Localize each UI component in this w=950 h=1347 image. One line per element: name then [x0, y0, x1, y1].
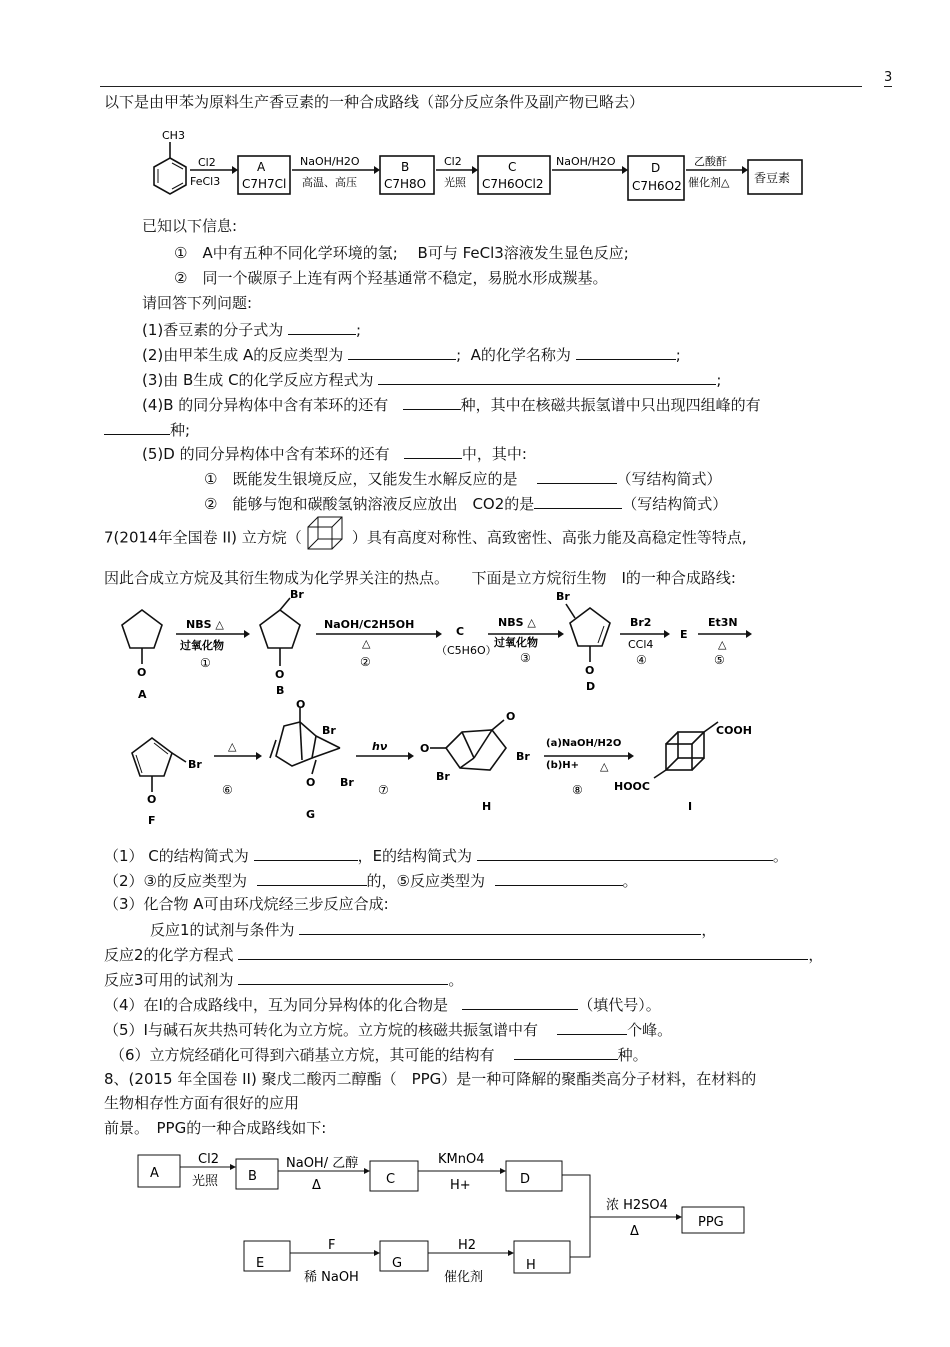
- compound-H: [420, 710, 530, 813]
- svg-text:②: ②: [360, 655, 371, 669]
- svg-text:乙酸酐: 乙酸酐: [694, 155, 727, 168]
- svg-text:PPG: PPG: [698, 1215, 724, 1230]
- svg-text:O: O: [147, 793, 157, 806]
- svg-text:NBS △: NBS △: [498, 616, 536, 629]
- svg-text:HOOC: HOOC: [614, 780, 650, 793]
- box-B: [236, 1159, 278, 1189]
- svg-text:⑤: ⑤: [714, 653, 725, 667]
- info-1: ① A中有五种不同化学环境的氢; B可与 FeCl3溶液发生显色反应;: [174, 244, 629, 262]
- problem-8-intro-3: 前景。 PPG的一种合成路线如下:: [104, 1119, 327, 1137]
- svg-text:G: G: [306, 808, 316, 821]
- methyl-label: CH3: [162, 129, 185, 142]
- svg-text:D: D: [586, 680, 596, 693]
- svg-text:Δ: Δ: [630, 1224, 639, 1239]
- p7-question-3a: 反应1的试剂与条件为 ，: [150, 921, 717, 939]
- svg-text:催化剂: 催化剂: [444, 1270, 484, 1285]
- intro-text: 以下是由甲苯为原料生产香豆素的一种合成路线（部分反应条件及副产物已略去）: [104, 93, 645, 111]
- question-4-cont: 种;: [104, 419, 190, 440]
- svg-text:NaOH/ 乙醇: NaOH/ 乙醇: [286, 1156, 359, 1171]
- svg-text:A: A: [150, 1166, 159, 1181]
- svg-text:⑦: ⑦: [378, 783, 389, 797]
- svg-text:F: F: [148, 814, 156, 827]
- svg-text:H+: H+: [450, 1178, 471, 1193]
- svg-text:F: F: [328, 1238, 336, 1253]
- svg-text:O: O: [296, 698, 306, 711]
- svg-text:NBS △: NBS △: [186, 618, 224, 631]
- ask-text: 请回答下列问题:: [142, 294, 253, 312]
- svg-text:A: A: [257, 160, 266, 174]
- svg-text:过氧化物: 过氧化物: [494, 636, 538, 649]
- svg-text:H: H: [526, 1258, 536, 1273]
- box-H: [514, 1241, 570, 1273]
- p7-question-3b: 反应2的化学方程式 ，: [104, 946, 824, 964]
- svg-text:C7H6O2: C7H6O2: [632, 179, 682, 193]
- svg-text:Cl2: Cl2: [198, 156, 216, 169]
- svg-text:G: G: [392, 1256, 403, 1271]
- question-2: (2)由甲苯生成 A的反应类型为 ; A的化学名称为 ;: [142, 346, 681, 364]
- svg-text:催化剂△: 催化剂△: [688, 176, 730, 189]
- coumarin-route-scheme: [0, 120, 950, 200]
- compound-I: [614, 722, 752, 813]
- svg-text:高温、高压: 高温、高压: [302, 176, 357, 189]
- svg-text:D: D: [520, 1172, 531, 1187]
- problem-8-intro-2: 生物相存性方面有很好的应用: [104, 1094, 300, 1112]
- svg-text:E: E: [256, 1256, 265, 1271]
- svg-text:①: ①: [200, 656, 211, 670]
- svg-text:光照: 光照: [192, 1174, 219, 1189]
- svg-text:C: C: [386, 1172, 396, 1187]
- svg-text:COOH: COOH: [716, 724, 752, 737]
- svg-text:FeCl3: FeCl3: [190, 175, 221, 188]
- question-5-2: ② 能够与饱和碳酸氢钠溶液反应放出 CO2的是 （写结构简式）: [204, 495, 728, 513]
- svg-text:Et3N: Et3N: [708, 616, 738, 629]
- svg-text:Br: Br: [290, 588, 304, 601]
- p7-question-1: （1） C的结构简式为 ，E的结构简式为 。: [104, 847, 788, 865]
- svg-text:Br: Br: [340, 776, 354, 789]
- svg-text:KMnO4: KMnO4: [438, 1152, 485, 1167]
- svg-text:B: B: [248, 1169, 257, 1184]
- svg-text:C7H7Cl: C7H7Cl: [242, 177, 287, 191]
- question-5: (5)D 的同分异构体中含有苯环的还有 中，其中:: [142, 445, 527, 463]
- p7-question-5: （5）Ⅰ与碱石灰共热可转化为立方烷。立方烷的核磁共振氢谱中有 个峰。: [104, 1021, 673, 1039]
- svg-text:O: O: [585, 664, 595, 677]
- svg-text:Δ: Δ: [312, 1178, 321, 1193]
- question-4: (4)B 的同分异构体中含有苯环的还有 种，其中在核磁共振氢谱中只出现四组峰的有: [142, 396, 761, 414]
- svg-text:△: △: [718, 638, 727, 651]
- toluene-structure: [154, 129, 186, 194]
- cubane-route-row2: [0, 700, 950, 830]
- cubane-structure: [302, 515, 352, 553]
- svg-text:O: O: [306, 776, 316, 789]
- svg-text:稀 NaOH: 稀 NaOH: [304, 1270, 359, 1285]
- ppg-route-scheme: [0, 1145, 950, 1295]
- known-title: 已知以下信息:: [142, 217, 238, 235]
- compound-E: E: [680, 628, 688, 641]
- svg-text:Br: Br: [436, 770, 450, 783]
- box-E: [244, 1241, 290, 1271]
- svg-text:③: ③: [520, 651, 531, 665]
- compound-G: [270, 698, 354, 821]
- problem-8-intro: 8、(2015 年全国卷 II) 聚戊二酸丙二醇酯（ PPG）是一种可降解的聚酯类高分子材料，在材料的: [104, 1070, 757, 1088]
- question-5-1: ① 既能发生银境反应，又能发生水解反应的是 （写结构简式）: [204, 470, 722, 488]
- box-G: [380, 1241, 428, 1271]
- svg-text:NaOH/H2O: NaOH/H2O: [300, 155, 360, 168]
- box-D: [506, 1161, 562, 1191]
- box-A: [138, 1155, 180, 1187]
- svg-text:△: △: [600, 760, 609, 773]
- p7-question-2: （2）③的反应类型为 的，⑤反应类型为 。: [104, 872, 638, 890]
- svg-text:光照: 光照: [444, 176, 466, 189]
- svg-text:I: I: [688, 800, 693, 813]
- svg-text:D: D: [651, 161, 661, 175]
- svg-text:香豆素: 香豆素: [754, 171, 791, 185]
- cubane-route-row1: [0, 590, 950, 700]
- svg-text:Br: Br: [322, 724, 336, 737]
- svg-text:O: O: [275, 668, 285, 681]
- compound-B: [260, 588, 304, 697]
- problem-7-intro-2: 因此合成立方烷及其衍生物成为化学界关注的热点。 下面是立方烷衍生物 I的一种合成路线:: [104, 569, 736, 587]
- svg-text:Br: Br: [516, 750, 530, 763]
- svg-text:CCl4: CCl4: [628, 638, 654, 651]
- header-rule: [100, 86, 862, 87]
- svg-text:过氧化物: 过氧化物: [180, 639, 224, 652]
- page-number: 3: [884, 70, 893, 85]
- compound-D: [556, 590, 610, 693]
- svg-text:hν: hν: [372, 740, 388, 753]
- compound-A: [122, 610, 162, 701]
- p7-question-4: （4）在Ⅰ的合成路线中，互为同分异构体的化合物是 （填代号）。: [104, 996, 661, 1014]
- problem-7-intro: 7(2014年全国卷 II) 立方烷（ ）具有高度对称性、高致密性、高张力能及高稳定性等特点,: [104, 519, 747, 557]
- svg-text:Br: Br: [188, 758, 202, 771]
- info-2: ② 同一个碳原子上连有两个羟基通常不稳定，易脱水形成羰基。: [174, 269, 608, 287]
- compound-C: C: [456, 625, 465, 638]
- svg-text:B: B: [401, 160, 410, 174]
- svg-text:（C5H6O）: （C5H6O）: [436, 644, 497, 657]
- svg-text:O: O: [137, 666, 147, 679]
- svg-text:浓 H2SO4: 浓 H2SO4: [606, 1198, 668, 1213]
- svg-text:C7H6OCl2: C7H6OCl2: [482, 177, 544, 191]
- svg-text:Cl2: Cl2: [444, 155, 462, 168]
- svg-text:C7H8O: C7H8O: [384, 177, 427, 191]
- compound-F: [132, 738, 202, 827]
- svg-text:NaOH/H2O: NaOH/H2O: [556, 155, 616, 168]
- svg-text:A: A: [138, 688, 147, 701]
- p7-question-6: （6）立方烷经硝化可得到六硝基立方烷，其可能的结构有 种。: [110, 1046, 648, 1064]
- svg-text:④: ④: [636, 653, 647, 667]
- svg-text:Cl2: Cl2: [198, 1152, 219, 1167]
- svg-text:⑧: ⑧: [572, 783, 583, 797]
- svg-text:B: B: [276, 684, 285, 697]
- svg-text:NaOH/C2H5OH: NaOH/C2H5OH: [324, 618, 415, 631]
- question-1: (1)香豆素的分子式为 ;: [142, 321, 362, 339]
- p7-question-3: （3）化合物 A可由环戊烷经三步反应合成:: [104, 895, 389, 913]
- svg-text:O: O: [506, 710, 516, 723]
- p7-question-3c: 反应3可用的试剂为 。: [104, 971, 464, 989]
- svg-text:H: H: [482, 800, 492, 813]
- svg-text:Br2: Br2: [630, 616, 652, 629]
- svg-text:H2: H2: [458, 1238, 477, 1253]
- svg-text:O: O: [420, 742, 430, 755]
- question-3: (3)由 B生成 C的化学反应方程式为 ;: [142, 371, 722, 389]
- svg-text:Br: Br: [556, 590, 570, 603]
- svg-text:(a)NaOH/H2O: (a)NaOH/H2O: [546, 738, 622, 749]
- svg-text:△: △: [362, 637, 371, 650]
- svg-text:⑥: ⑥: [222, 783, 233, 797]
- svg-text:C: C: [508, 160, 517, 174]
- svg-text:(b)H+: (b)H+: [546, 760, 580, 771]
- svg-text:△: △: [228, 740, 237, 753]
